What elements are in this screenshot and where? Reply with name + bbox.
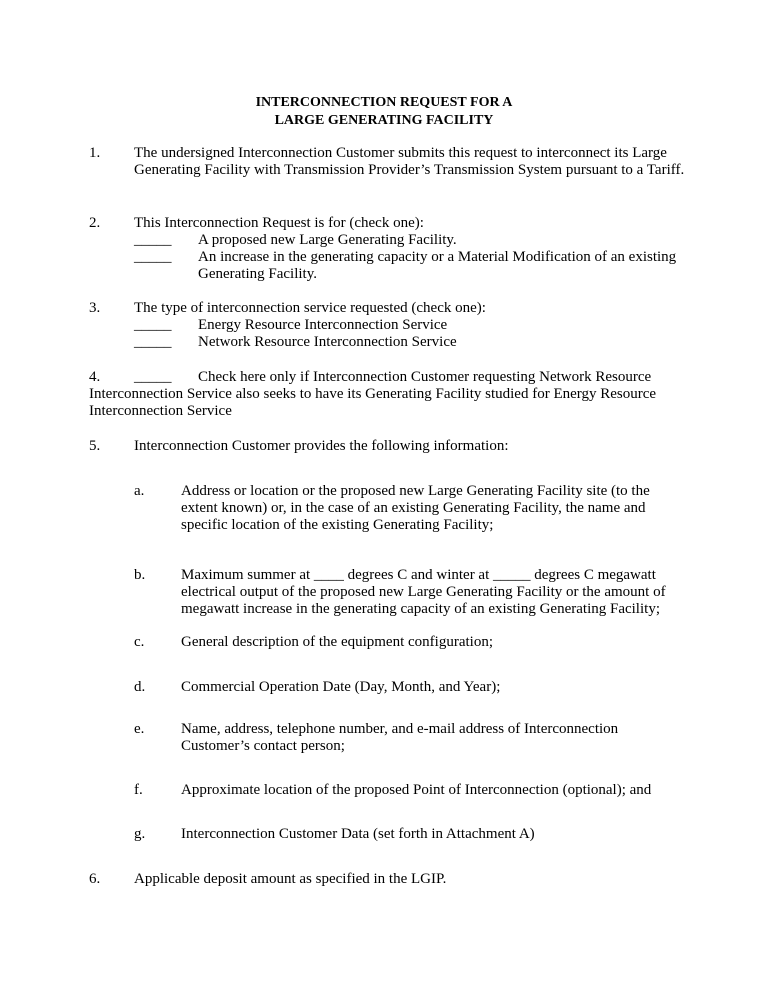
check-blank[interactable]: _____ [134,317,172,333]
item-number: 6. [89,871,101,887]
option-row [134,249,694,283]
document-title [0,94,768,130]
option-label: Network Resource Interconnection Service [198,334,457,350]
item-text: The undersigned Interconnection Customer submits this request to interconnect its Large Generating Facility with Transmission Provider’s Transmission System pursuant to a Tariff. [134,145,685,178]
sub-item-text: Name, address, telephone number, and e-mail address of Interconnection Customer’s contact person; [181,721,619,754]
option-row [134,334,694,351]
item-number: 4. [89,369,101,385]
item-text: The type of interconnection service requested (check one): [134,300,486,316]
option-row [134,232,694,249]
title-line-1: INTERCONNECTION REQUEST FOR A [255,95,513,110]
option-row [134,317,694,334]
item-number: 5. [89,438,101,454]
sub-item-text: Interconnection Customer Data (set forth in Attachment A) [181,826,535,842]
check-blank[interactable]: _____ [134,334,172,350]
check-blank[interactable]: _____ [134,249,172,265]
sub-item-letter: c. [134,634,145,650]
item-number: 1. [89,145,101,161]
item-text: This Interconnection Request is for (check one): [134,215,424,231]
check-blank[interactable]: _____ [134,232,172,248]
item-text: Check here only if Interconnection Customer requesting Network Resource Interconnection Service also seeks to have its Generating Facility studied for Energy Resource Interconnection Service [89,369,657,419]
item-number: 2. [89,215,101,231]
option-label: A proposed new Large Generating Facility. [198,232,457,248]
sub-item-letter: g. [134,826,146,842]
item-text: Applicable deposit amount as specified in the LGIP. [134,871,447,887]
sub-item-letter: d. [134,679,146,695]
sub-item-text: Commercial Operation Date (Day, Month, and Year); [181,679,501,695]
sub-item-text: Approximate location of the proposed Point of Interconnection (optional); and [181,782,652,798]
title-line-2: LARGE GENERATING FACILITY [274,113,494,128]
sub-item-letter: b. [134,567,146,583]
sub-item-text: General description of the equipment configuration; [181,634,493,650]
option-label: An increase in the generating capacity or a Material Modification of an existing Generating Facility. [198,249,677,282]
option-label: Energy Resource Interconnection Service [198,317,448,333]
sub-item-letter: e. [134,721,145,737]
sub-item-text: Maximum summer at ____ degrees C and winter at _____ degrees C megawatt electrical output of the proposed new Large Generating Facility or the amount of megawatt increase in the generating capacity of an existing Generating Facility; [181,567,666,617]
item-number: 3. [89,300,101,316]
sub-item-letter: a. [134,483,145,499]
sub-item-text: Address or location or the proposed new Large Generating Facility site (to the extent known) or, in the case of an existing Generating Facility, the name and specific location of the existing Generating Facility; [181,483,650,533]
check-blank[interactable]: _____ [134,369,172,385]
sub-item-letter: f. [134,782,143,798]
item-text: Interconnection Customer provides the following information: [134,438,509,454]
